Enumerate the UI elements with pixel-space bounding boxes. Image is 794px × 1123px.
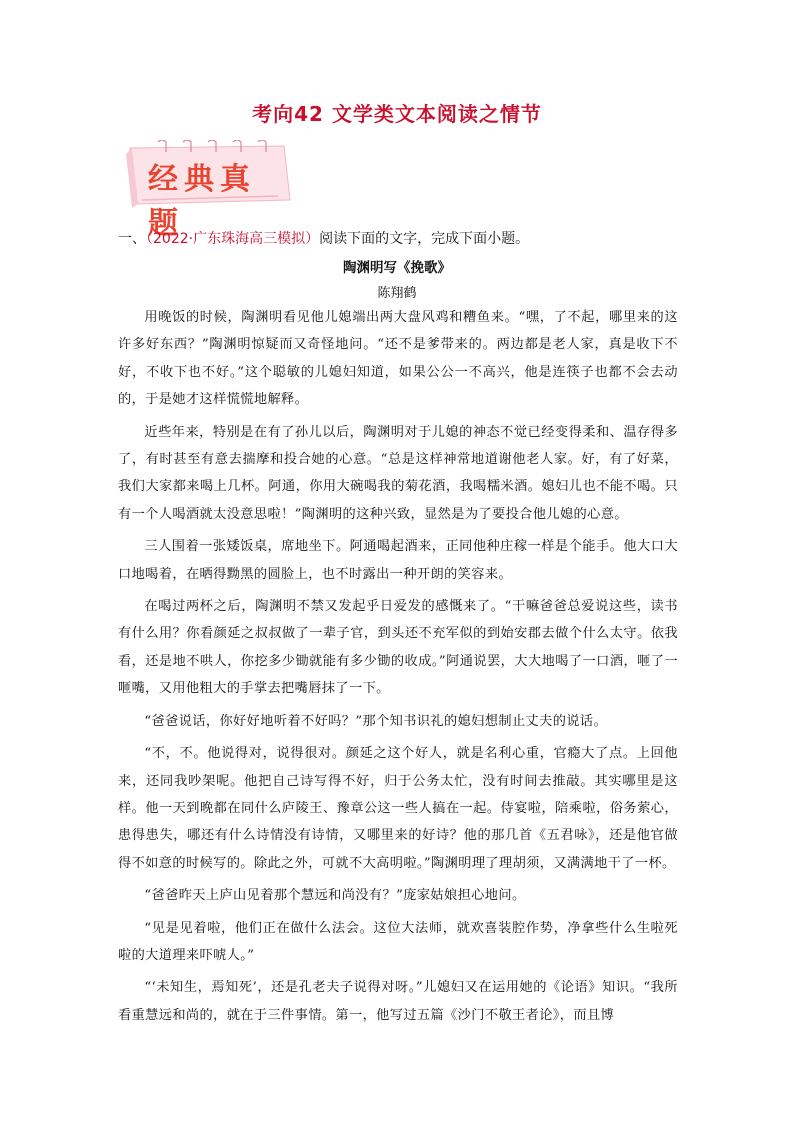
essay-paragraph: “‘未知生，焉知死’，还是孔老夫子说得对呀。”儿媳妇又在运用她的《论语》知识。“我所看重慧远和尚的，就在于三件事情。第一，他写过五篇《沙门不敬王者论》，而且博 xyxy=(118,980,678,1023)
question-header xyxy=(118,228,678,248)
question-instruction: 阅读下面的文字，完成下面小题。 xyxy=(319,231,530,247)
essay-paragraph: 近些年来，特别是在有了孙儿以后，陶渊明对于儿媳的神态不觉已经变得柔和、温存得多了，有时甚至有意去揣摩和投合她的心意。“总是这样神常地道谢他老人家。好，有了好菜，我们大家都来喝上几杯。阿通，你用大碗喝我的菊花酒，我喝糯米酒。媳妇儿也不能不喝。只有一个人喝酒就太没意思啦！”陶渊明的这种兴致，显然是为了要投合他儿媳的心意。 xyxy=(118,424,678,522)
essay-author: 陈翔鹤 xyxy=(377,286,417,301)
essay-body xyxy=(118,304,678,1034)
essay-paragraph: 在喝过两杯之后，陶渊明不禁又发起乎日爱发的感慨来了。“干嘛爸爸总爱说这些，读书有什么用？你看颜延之叔叔做了一辈子官，到头还不充军似的到始安郡去做个什么太守。依我看，还是地不哄人，你挖多少锄就能有多少锄的收成。”阿通说罢，大大地喝了一口酒，咂了一咂嘴，又用他粗大的手掌去把嘴唇抹了一下。 xyxy=(118,599,678,697)
essay-paragraph: “不，不。他说得对，说得很对。颜延之这个好人，就是名利心重，官瘾大了点。上回他来，还同我吵架呢。他把自己诗写得不好，归于公务太忙，没有时间去推敲。其实哪里是这样。他一天到晚都在同什么庐陵王、豫章公这一些人搞在一起。侍宴啦，陪乘啦，俗务萦心，患得患失，哪还有什么诗情没有诗情，又哪里来的好诗？他的那几首《五君咏》，还是他官做得不如意的时候写的。除此之外，可就不大高明啦。”陶渊明理了理胡须，又满满地干了一杯。 xyxy=(118,746,678,871)
essay-paragraph: “见是见着啦，他们正在做什么法会。这位大法师，就欢喜装腔作势，净拿些什么生啦死啦的大道理来吓唬人。” xyxy=(118,920,678,963)
essay-paragraph: “爸爸昨天上庐山见着那个慧远和尚没有？”庞家姑娘担心地问。 xyxy=(144,888,526,904)
question-number: 一、 xyxy=(118,231,146,247)
section-banner-label: 经典真题 xyxy=(148,162,256,241)
essay-paragraph: 三人围着一张矮饭桌，席地坐下。阿通喝起酒来，正同他种庄稼一样是个能手。他大口大口地喝着，在晒得黝黑的圆脸上，也不时露出一种开朗的笑容来。 xyxy=(118,539,678,582)
question-source: （2022·广东珠海高三模拟） xyxy=(146,231,320,247)
essay-paragraph: “爸爸说话，你好好地听着不好吗？”那个知书识礼的媳妇想制止丈夫的说话。 xyxy=(144,713,608,729)
essay-title: 陶渊明写《挽歌》 xyxy=(343,260,451,276)
document-title: 考向42 文学类文本阅读之情节 xyxy=(252,102,542,126)
essay-paragraph: 用晚饭的时候，陶渊明看见他儿媳端出两大盘风鸡和糟鱼来。“嘿，了不起，哪里来的这许多好东西？”陶渊明惊疑而又奇怪地问。“还不是爹带来的。两边都是老人家，真是收下不好，不收下也不好。”这个聪敏的儿媳妇知道，如果公公一不高兴，他是连筷子也都不会去动的，于是她才这样慌慌地解释。 xyxy=(118,310,678,408)
